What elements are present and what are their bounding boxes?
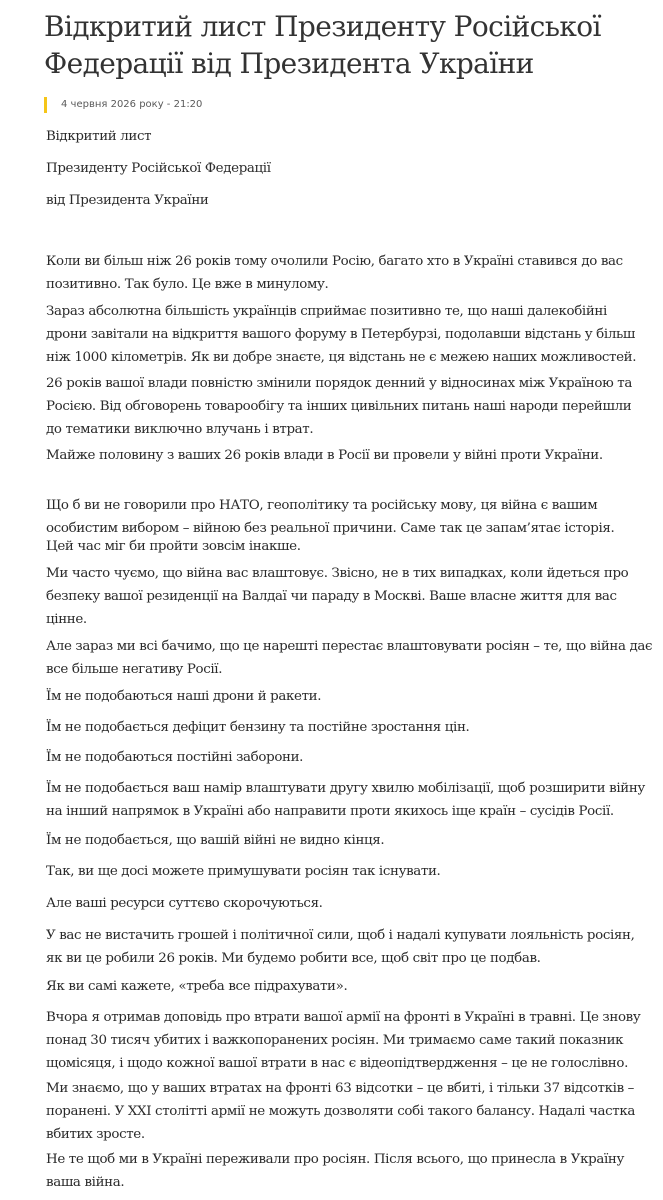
paragraph-line: Ми знаємо, що у ваших втратах на фронті 63 відсотки – це вбиті, і тільки 37 відсотків – (46, 1081, 635, 1096)
paragraph-line: Що б ви не говорили про НАТО, геополітику та російську мову, ця війна є вашим (46, 498, 598, 513)
paragraph-line: Їм не подобаються наші дрони й ракети. (46, 689, 322, 704)
paragraph-line: Росією. Від обговорень товарообігу та інших цивільних питань наші народи перейшли (46, 399, 632, 414)
paragraph-line: понад 30 тисяч убитих і важкопоранених росіян. Ми тримаємо саме такий показник (46, 1033, 624, 1048)
article-paragraph (46, 1148, 652, 1194)
paragraph-line: Не те щоб ми в Україні переживали про росіян. Після всього, що принесла в Україну (46, 1152, 625, 1167)
paragraph-line: щомісяця, і щодо кожної вашої втрати в нас є відеопідтвердження – це не голослівно. (46, 1056, 629, 1071)
article-paragraph (46, 562, 652, 631)
article-paragraph (46, 892, 652, 915)
paragraph-line: на інший напрямок в Україні або направити проти якихось іще країн – сусідів Росії. (46, 804, 614, 819)
article-paragraph (46, 535, 652, 558)
paragraph-line: Коли ви більш ніж 26 років тому очолили Росію, багато хто в Україні ставився до вас (46, 254, 623, 269)
paragraph-line: Але зараз ми всі бачимо, що це нарешті перестає влаштовувати росіян – те, що війна дає (46, 639, 653, 654)
article-paragraph (46, 1006, 652, 1075)
paragraph-line: поранені. У XXI столітті армії не можуть дозволяти собі такого балансу. Надалі частка (46, 1104, 636, 1119)
paragraph-line: ніж 1000 кілометрів. Як ви добре знаєте, ця відстань не є межею наших можливостей. (46, 350, 637, 365)
article-paragraph (46, 635, 652, 681)
paragraph-line: вбитих зросте. (46, 1127, 145, 1142)
article-paragraph (46, 685, 652, 708)
paragraph-line: дрони завітали на відкриття вашого форуму в Петербурзі, подолавши відстань у більш (46, 327, 636, 342)
article-paragraph (46, 860, 652, 883)
paragraph-line: ваша війна. (46, 1175, 125, 1190)
article-paragraph (46, 716, 652, 739)
article-paragraph (46, 829, 652, 852)
paragraph-line: У вас не вистачить грошей і політичної сили, щоб і надалі купувати лояльність росіян, (46, 928, 635, 943)
paragraph-line: Так, ви ще досі можете примушувати росіян так існувати. (46, 864, 441, 879)
article-paragraph (46, 125, 652, 148)
article-title (44, 8, 644, 82)
paragraph-line: особистим вибором – війною без реальної причини. Саме так це запам’ятає історія. (46, 521, 615, 536)
paragraph-line: Ми часто чуємо, що війна вас влаштовує. Звісно, не в тих випадках, коли йдеться про (46, 566, 629, 581)
paragraph-line: все більше негативу Росії. (46, 662, 223, 677)
paragraph-line: як ви це робили 26 років. Ми будемо робити все, щоб світ про це подбав. (46, 951, 541, 966)
paragraph-line: Майже половину з ваших 26 років влади в Росії ви провели у війні проти України. (46, 448, 603, 463)
paragraph-line: Вчора я отримав доповідь про втрати вашої армії на фронті в Україні в травні. Це знову (46, 1010, 641, 1025)
article-title-line: Федерації від Президента України (44, 47, 534, 80)
paragraph-line: Але ваші ресурси суттєво скорочуються. (46, 896, 323, 911)
paragraph-line: Президенту Російської Федерації (46, 161, 271, 176)
article-title-line: Відкритий лист Президенту Російської (44, 10, 601, 43)
paragraph-line: Їм не подобається, що вашій війні не видно кінця. (46, 833, 385, 848)
article-paragraph (46, 157, 652, 180)
article-date: 4 червня 2026 року - 21:20 (44, 97, 202, 113)
article-paragraph (46, 746, 652, 769)
paragraph-line: Як ви самі кажете, «треба все підрахувати». (46, 979, 348, 994)
paragraph-line: Їм не подобаються постійні заборони. (46, 750, 304, 765)
article-paragraph (46, 777, 652, 823)
paragraph-line: Цей час міг би пройти зовсім інакше. (46, 539, 301, 554)
paragraph-line: Відкритий лист (46, 129, 152, 144)
paragraph-line: Їм не подобається ваш намір влаштувати другу хвилю мобілізації, щоб розширити війну (46, 781, 645, 796)
paragraph-line: Їм не подобається дефіцит бензину та постійне зростання цін. (46, 720, 470, 735)
article-paragraph (46, 300, 652, 369)
article-paragraph (46, 494, 652, 540)
paragraph-line: до тематики виключно влучань і втрат. (46, 422, 314, 437)
paragraph-line: позитивно. Так було. Це вже в минулому. (46, 277, 329, 292)
article-paragraph (46, 1077, 652, 1146)
article-paragraph (46, 444, 652, 467)
article-paragraph (46, 250, 652, 296)
article-paragraph (46, 924, 652, 970)
article-paragraph (46, 372, 652, 441)
article-paragraph (46, 189, 652, 212)
paragraph-line: 26 років вашої влади повністю змінили порядок денний у відносинах між Україною та (46, 376, 632, 391)
paragraph-line: цінне. (46, 612, 87, 627)
paragraph-line: безпеку вашої резиденції на Валдаї чи параду в Москві. Ваше власне життя для вас (46, 589, 617, 604)
paragraph-line: від Президента України (46, 193, 209, 208)
article-paragraph (46, 975, 652, 998)
paragraph-line: Зараз абсолютна більшість українців сприймає позитивно те, що наші далекобійні (46, 304, 607, 319)
